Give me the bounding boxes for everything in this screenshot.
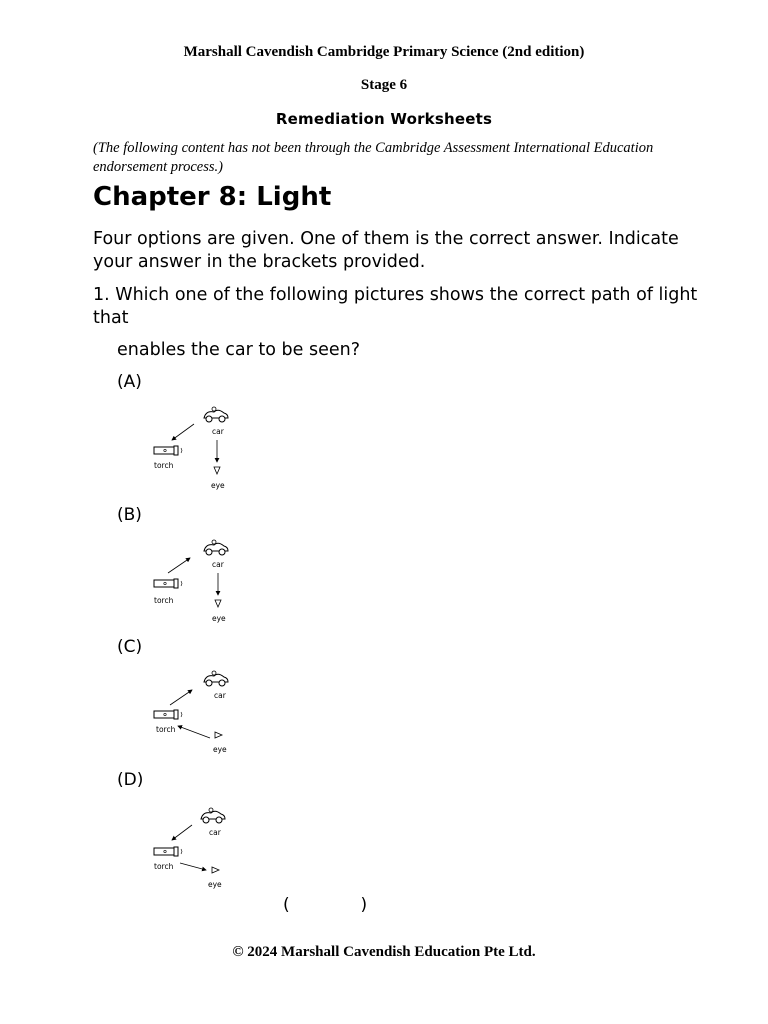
- eye-icon: [215, 732, 222, 738]
- question-1-text: [93, 284, 713, 330]
- eye-caption: eye: [211, 481, 225, 490]
- answer-brackets[interactable]: [283, 895, 367, 915]
- torch-icon: [154, 847, 182, 856]
- car-caption: car: [212, 427, 224, 436]
- torch-caption: torch: [154, 461, 174, 470]
- car-icon: [204, 540, 228, 555]
- eye-icon: [215, 600, 221, 607]
- option-c-diagram: [148, 668, 248, 758]
- torch-icon: [154, 579, 182, 588]
- question-1-text-cont: enables the car to be seen?: [117, 340, 360, 360]
- option-d-diagram: [148, 805, 248, 895]
- eye-icon: [212, 867, 219, 873]
- answer-bracket-close: ): [360, 895, 368, 915]
- torch-caption: torch: [156, 725, 176, 734]
- torch-icon: [154, 710, 182, 719]
- eye-caption: eye: [212, 614, 226, 623]
- car-icon: [204, 671, 228, 686]
- torch-icon: [154, 446, 182, 455]
- car-icon: [201, 808, 225, 823]
- worksheet-title: Remediation Worksheets: [275, 110, 493, 128]
- instructions: Four options are given. One of them is the correct answer. Indicate your answer in the brackets provided.: [93, 229, 679, 272]
- torch-caption: torch: [154, 596, 174, 605]
- disclaimer: (The following content has not been through the Cambridge Assessment International Education endorsement process.): [93, 140, 654, 175]
- car-caption: car: [209, 828, 221, 837]
- car-icon: [204, 407, 228, 422]
- question-number: 1.: [93, 285, 110, 305]
- torch-caption: torch: [154, 862, 174, 871]
- option-b-label: (B): [117, 505, 142, 525]
- eye-icon: [214, 467, 220, 474]
- question-text-line1: Which one of the following pictures shows the correct path of light that: [93, 285, 698, 328]
- chapter-title: Chapter 8: Light: [93, 182, 332, 212]
- answer-bracket-open: (: [283, 895, 290, 915]
- option-a-label: (A): [117, 372, 142, 392]
- eye-caption: eye: [208, 880, 222, 889]
- stage-label: Stage 6: [360, 77, 408, 93]
- copyright-footer: © 2024 Marshall Cavendish Education Pte Ltd.: [232, 944, 536, 960]
- car-caption: car: [212, 560, 224, 569]
- option-d-label: (D): [117, 770, 144, 790]
- option-a-diagram: [148, 404, 248, 494]
- option-c-label: (C): [117, 637, 143, 657]
- car-caption: car: [214, 691, 226, 700]
- book-title: Marshall Cavendish Cambridge Primary Science (2nd edition): [183, 44, 585, 60]
- eye-caption: eye: [213, 745, 227, 754]
- option-b-diagram: [148, 537, 248, 627]
